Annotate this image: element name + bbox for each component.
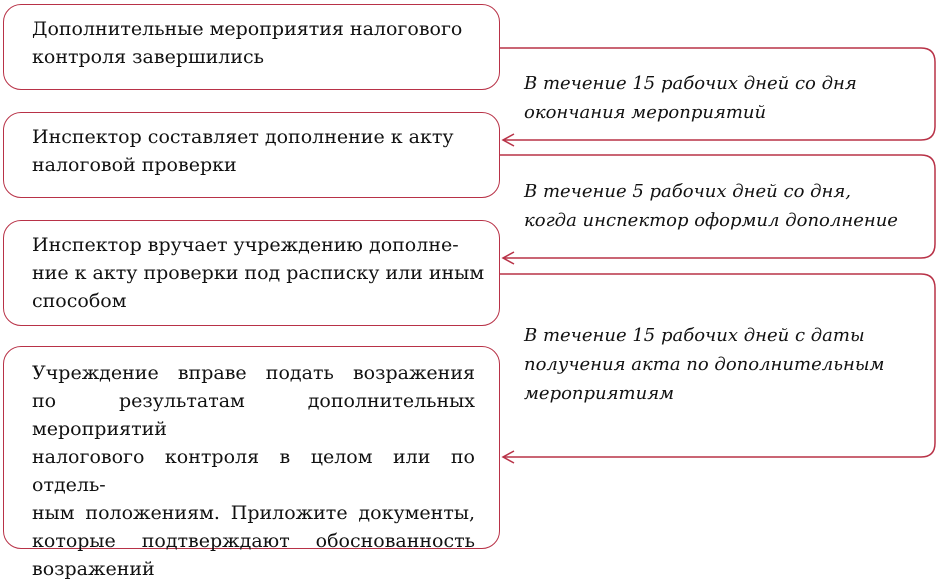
step-3-box <box>3 220 500 326</box>
step-4-line: возражений <box>32 558 155 580</box>
step-2-line: налоговой проверки <box>32 154 237 176</box>
step-4-box <box>3 346 500 580</box>
step-4-line: налогового контроля в целом или по отдель- <box>32 446 475 496</box>
step-2-line: Инспектор составляет дополнение к акту <box>32 126 454 148</box>
deadline-1-line: окончания мероприятий <box>524 102 767 123</box>
step-4-line: по результатам дополнительных мероприятий <box>32 390 475 440</box>
deadline-3-line: получения акта по дополнительным <box>524 354 885 375</box>
step-3-line: ние к акту проверки под расписку или иным <box>32 262 485 284</box>
deadline-3-line: мероприятиям <box>524 383 675 404</box>
step-2-box <box>3 112 500 198</box>
deadline-2-note <box>524 177 898 235</box>
step-4-line: ным положениям. Приложите документы, <box>32 502 475 524</box>
deadline-1-note <box>524 69 857 127</box>
step-4-line: которые подтверждают обоснованность <box>32 530 475 552</box>
deadline-1-line: В течение 15 рабочих дней со дня <box>524 73 857 94</box>
step-1-box <box>3 4 500 90</box>
step-3-line: Инспектор вручает учреждению дополне- <box>32 234 459 256</box>
deadline-3-note <box>524 321 884 408</box>
step-3-line: способом <box>32 290 127 312</box>
step-1-line: Дополнительные мероприятия налогового <box>32 18 463 40</box>
deadline-3-line: В течение 15 рабочих дней с даты <box>524 325 865 346</box>
step-1-line: контроля завершились <box>32 46 265 68</box>
step-4-line: Учреждение вправе подать возражения <box>32 362 475 384</box>
deadline-2-line: когда инспектор оформил дополнение <box>524 210 898 231</box>
deadline-2-line: В течение 5 рабочих дней со дня, <box>524 181 852 202</box>
